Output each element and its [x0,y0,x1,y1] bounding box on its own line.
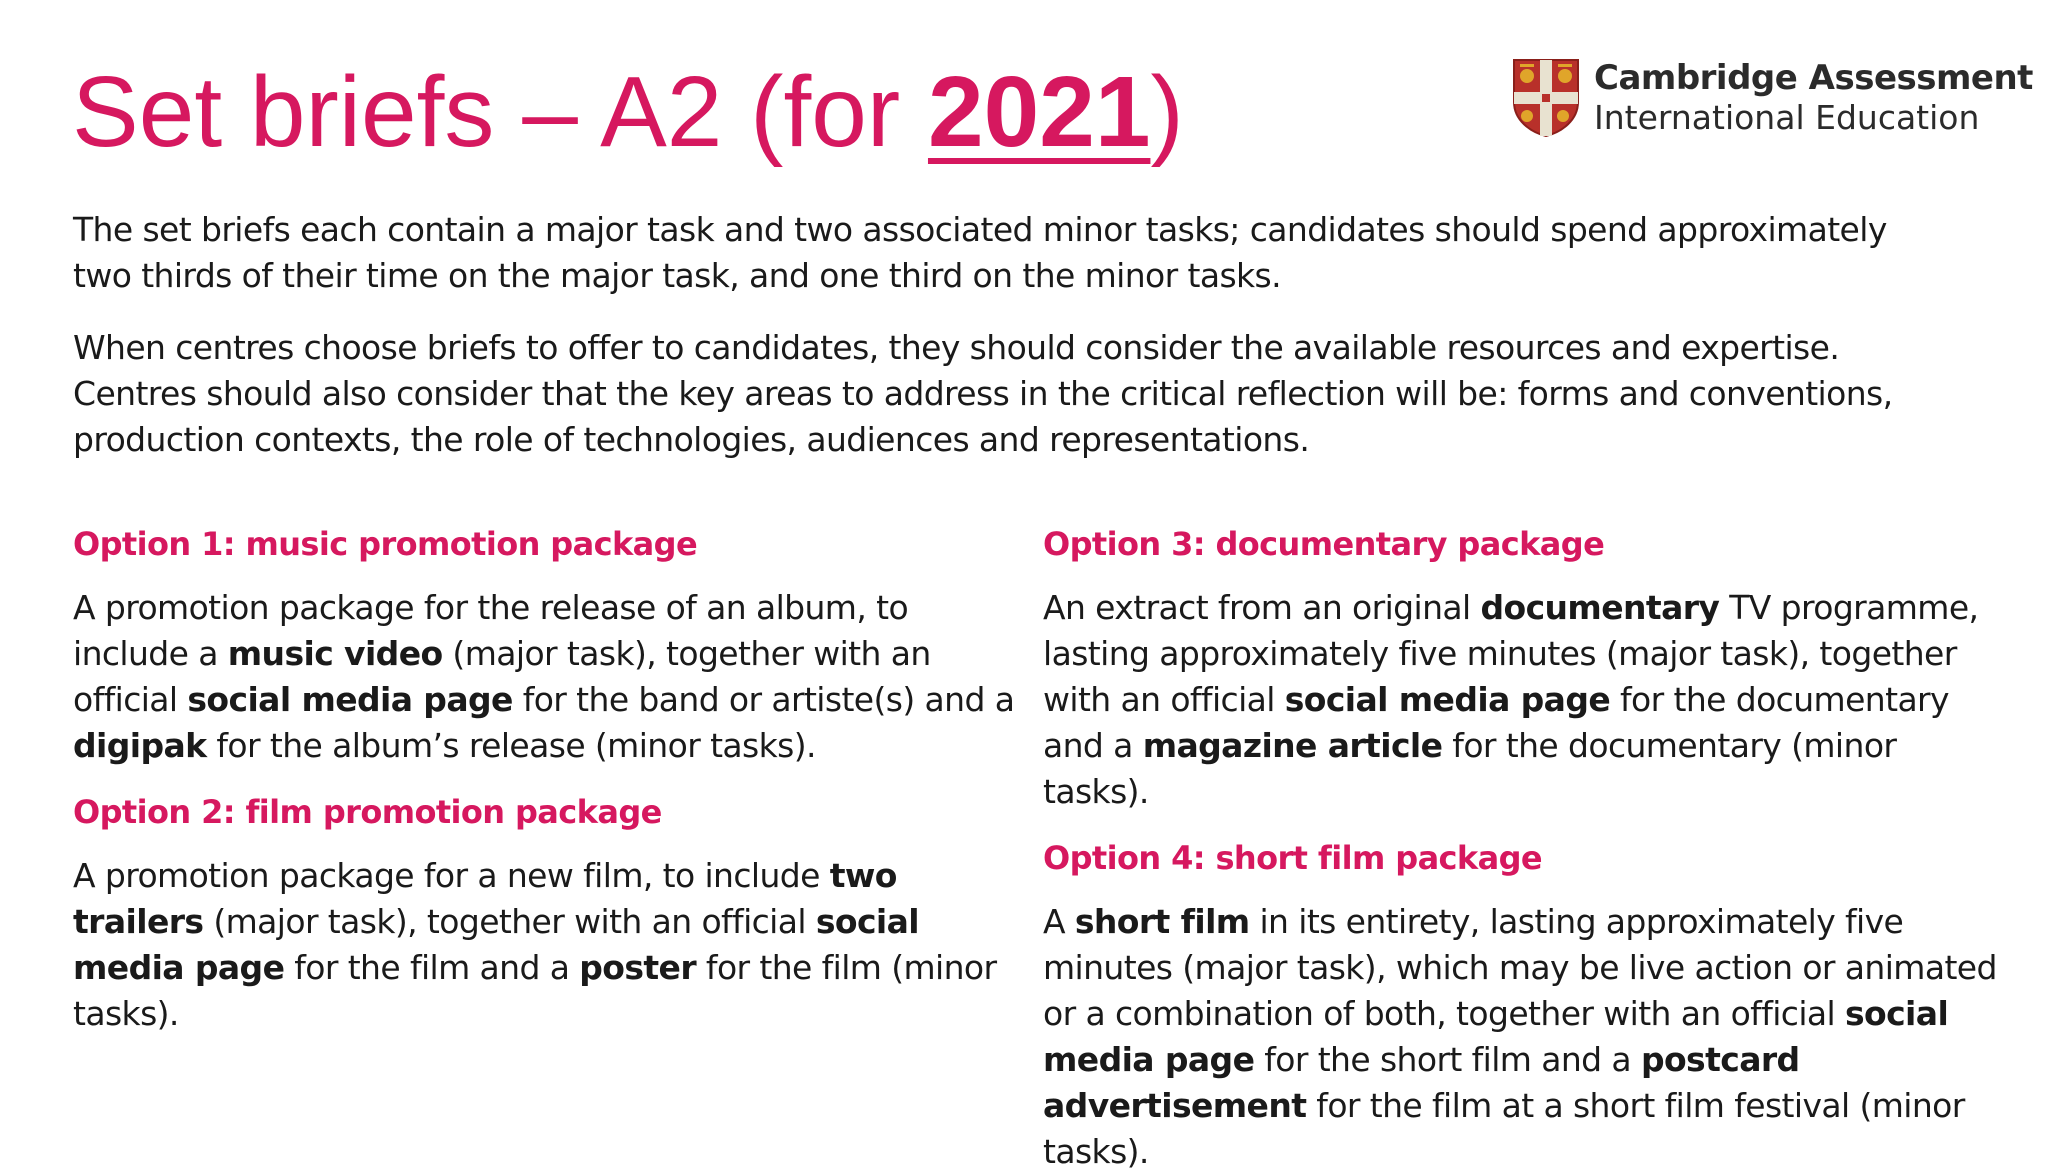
intro-text-1: The set briefs each contain a major task and two associated minor tasks; candidates should spend approximately two thirds of their time on the major task, and one third on the minor tasks. [73,210,1887,295]
body-text: for the short film and a [1254,1040,1641,1079]
bold-term: magazine article [1142,726,1443,765]
option-1-block [73,521,1033,769]
body-text: (major task), together with an official [73,634,931,719]
option-1-body [73,585,1033,769]
title-suffix: ) [1150,56,1184,168]
body-text: (major task), together with an official [203,902,816,941]
option-3-heading: Option 3: documentary package [1043,525,1605,563]
bold-term: documentary [1480,588,1720,627]
logo-line-1: Cambridge Assessment [1594,58,2033,98]
body-text: for the documentary (minor tasks). [1043,726,1897,811]
body-text: for the album’s release (minor tasks). [206,726,816,765]
option-2-body [73,853,1033,1037]
option-4-block [1043,835,2003,1175]
bold-term: social media page [1043,994,1949,1079]
bold-term: two trailers [73,856,897,941]
body-text: for the documentary and a [1043,680,1949,765]
body-text: An extract from an original [1043,588,1481,627]
logo-line-2: International Education [1594,98,1980,137]
cambridge-shield-icon [1512,58,1580,138]
body-text: for the band or artiste(s) and a [512,680,1015,719]
option-3-body [1043,585,2003,815]
bold-term: social media page [73,902,919,987]
option-1-heading: Option 1: music promotion package [73,525,698,563]
body-text: A promotion package for the release of an album, to include a [73,588,909,673]
body-text: A promotion package for a new film, to include [73,856,830,895]
bold-term: music video [227,634,443,673]
option-2-block [73,789,1033,1037]
body-text: for the film at a short film festival (minor tasks). [1043,1086,1965,1171]
bold-term: digipak [73,726,207,765]
option-4-heading: Option 4: short film package [1043,839,1543,877]
cambridge-logo [1512,58,2033,148]
intro-paragraph-1 [73,207,1953,299]
body-text: for the film (minor tasks). [73,948,997,1033]
body-text: TV programme, lasting approximately five minutes (major task), together with an official [1043,588,1979,719]
body-text: for the film and a [284,948,580,987]
bold-term: short film [1074,902,1250,941]
intro-text-2: When centres choose briefs to offer to candidates, they should consider the available resources and expertise. Centres should also consider that the key areas to address in the critical reflection will be: forms and conventions, production contexts, the role of technologies, audiences and representations. [73,328,1893,459]
bold-term: social media page [187,680,513,719]
bold-term: social media page [1284,680,1611,719]
page-title [72,52,1184,172]
options-column-left [73,521,1033,1037]
body-text: in its entirety, lasting approximately five minutes (major task), which may be live action or animated or a combination of both, together with an official [1043,902,1997,1033]
bold-term: postcard advertisement [1043,1040,1800,1125]
option-3-block [1043,521,2003,815]
option-4-body [1043,899,2003,1175]
bold-term: poster [579,948,697,987]
options-column-right [1043,521,2003,1175]
option-2-heading: Option 2: film promotion package [73,793,662,831]
title-prefix: Set briefs – A2 (for [72,56,928,168]
body-text: A [1043,902,1075,941]
title-year: 2021 [927,56,1151,168]
intro-paragraph-2 [73,325,1953,463]
